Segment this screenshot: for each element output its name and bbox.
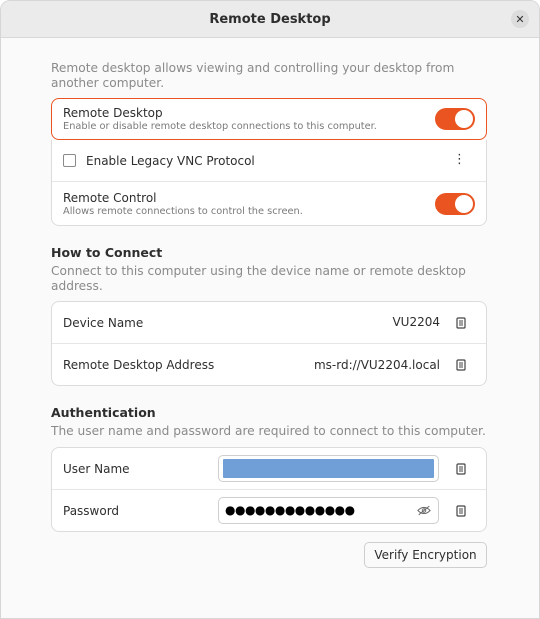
credentials-card	[51, 447, 487, 532]
password-input[interactable]	[218, 497, 439, 524]
remote-control-toggle[interactable]	[435, 193, 475, 215]
password-label: Password	[63, 504, 120, 518]
device-name-row	[52, 302, 486, 344]
reveal-password-icon[interactable]	[417, 505, 431, 516]
password-row	[52, 490, 486, 532]
titlebar	[1, 1, 539, 38]
username-input[interactable]	[218, 455, 439, 482]
address-label: Remote Desktop Address	[63, 358, 215, 372]
address-row	[52, 344, 486, 386]
legacy-vnc-row[interactable]	[52, 140, 486, 182]
window-title: Remote Desktop	[209, 11, 331, 27]
remote-desktop-card	[51, 98, 487, 226]
copy-icon[interactable]	[454, 358, 468, 372]
remote-control-title: Remote Control	[63, 190, 157, 205]
copy-icon[interactable]	[454, 504, 468, 518]
close-icon: ✕	[515, 12, 525, 26]
verify-encryption-button[interactable]: Verify Encryption	[364, 542, 487, 568]
legacy-vnc-label: Enable Legacy VNC Protocol	[86, 153, 255, 168]
legacy-vnc-checkbox[interactable]	[63, 154, 76, 167]
username-row	[52, 448, 486, 490]
copy-icon[interactable]	[454, 462, 468, 476]
remote-desktop-row[interactable]	[51, 98, 487, 140]
toggle-knob	[455, 195, 473, 213]
how-to-connect-heading: How to Connect	[51, 245, 163, 260]
connection-info-card	[51, 301, 487, 386]
remote-control-row[interactable]	[52, 182, 486, 225]
intro-description: Remote desktop allows viewing and controlling your desktop from another computer.	[51, 61, 455, 90]
device-name-label: Device Name	[63, 315, 144, 330]
remote-desktop-title: Remote Desktop	[63, 106, 163, 120]
how-to-connect-description: Connect to this computer using the device name or remote desktop address.	[51, 264, 466, 293]
remote-desktop-options	[51, 140, 487, 226]
address-value: ms-rd://VU2204.local	[313, 358, 440, 372]
remote-control-subtitle: Allows remote connections to control the screen.	[63, 205, 303, 217]
password-mask: ●●●●●●●●●●●●●	[225, 503, 355, 517]
authentication-description: The user name and password are required to connect to this computer.	[51, 424, 486, 438]
more-options-icon[interactable]: ⋮	[453, 152, 466, 167]
device-name-value: VU2204	[392, 315, 440, 329]
remote-desktop-toggle[interactable]	[435, 108, 475, 130]
username-label: User Name	[63, 461, 130, 476]
copy-icon[interactable]	[454, 316, 468, 330]
close-button[interactable]	[511, 10, 529, 28]
remote-desktop-subtitle: Enable or disable remote desktop connections to this computer.	[63, 121, 377, 132]
authentication-heading: Authentication	[51, 405, 156, 420]
username-selection	[223, 459, 434, 478]
toggle-knob	[455, 110, 473, 128]
